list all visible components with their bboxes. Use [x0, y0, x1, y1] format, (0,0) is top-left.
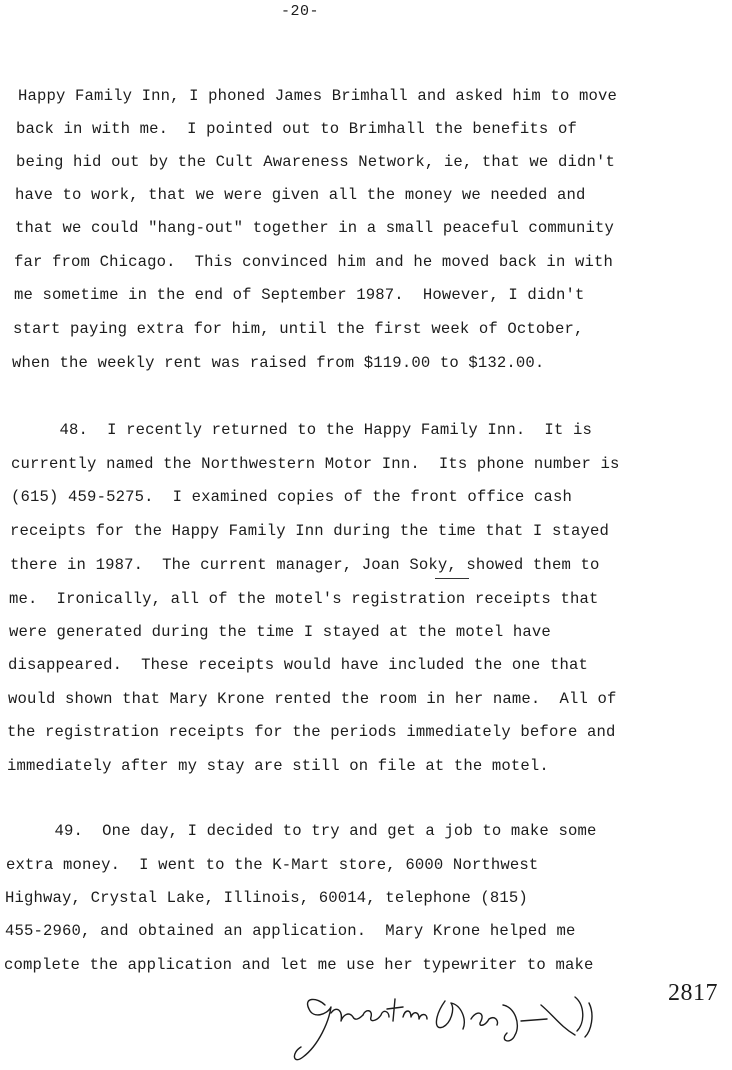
text-line: Highway, Crystal Lake, Illinois, 60014, telephone (815): [5, 889, 528, 907]
text-line: back in with me. I pointed out to Brimhall the benefits of: [16, 120, 577, 138]
text-line: disappeared. These receipts would have included the one that: [8, 656, 588, 674]
text-line: far from Chicago. This convinced him and he moved back in with: [14, 253, 613, 271]
page-number: -20-: [281, 3, 320, 20]
text-line: complete the application and let me use her typewriter to make: [4, 956, 594, 974]
text-line: me sometime in the end of September 1987. However, I didn't: [14, 286, 585, 304]
text-line: the registration receipts for the periods immediately before and: [7, 723, 616, 741]
handwritten-underline: [435, 578, 469, 579]
text-line: 49. One day, I decided to try and get a job to make some: [7, 822, 597, 840]
text-line: were generated during the time I stayed at the motel have: [9, 623, 551, 641]
signature: [285, 975, 625, 1070]
text-line: being hid out by the Cult Awareness Network, ie, that we didn't: [16, 153, 615, 171]
text-line: 48. I recently returned to the Happy Family Inn. It is: [12, 421, 592, 439]
text-line: when the weekly rent was raised from $119.00 to $132.00.: [12, 354, 545, 372]
text-line: (615) 459-5275. I examined copies of the front office cash: [11, 488, 572, 506]
text-line: extra money. I went to the K-Mart store, 6000 Northwest: [6, 856, 539, 874]
text-line: there in 1987. The current manager, Joan Soky, showed them to: [10, 556, 600, 574]
text-line: me. Ironically, all of the motel's registration receipts that: [9, 590, 599, 608]
text-line: immediately after my stay are still on file at the motel.: [7, 757, 549, 775]
text-line: that we could "hang-out" together in a small peaceful community: [15, 219, 614, 237]
text-line: start paying extra for him, until the first week of October,: [13, 320, 584, 338]
text-line: receipts for the Happy Family Inn during the time that I stayed: [10, 522, 609, 540]
text-line: 455-2960, and obtained an application. Mary Krone helped me: [5, 922, 576, 940]
document-number: 2817: [668, 980, 718, 1006]
text-line: Happy Family Inn, I phoned James Brimhall and asked him to move: [18, 87, 617, 105]
text-line: would shown that Mary Krone rented the room in her name. All of: [8, 690, 617, 708]
text-line: currently named the Northwestern Motor Inn. Its phone number is: [11, 455, 620, 473]
text-line: have to work, that we were given all the money we needed and: [15, 186, 586, 204]
